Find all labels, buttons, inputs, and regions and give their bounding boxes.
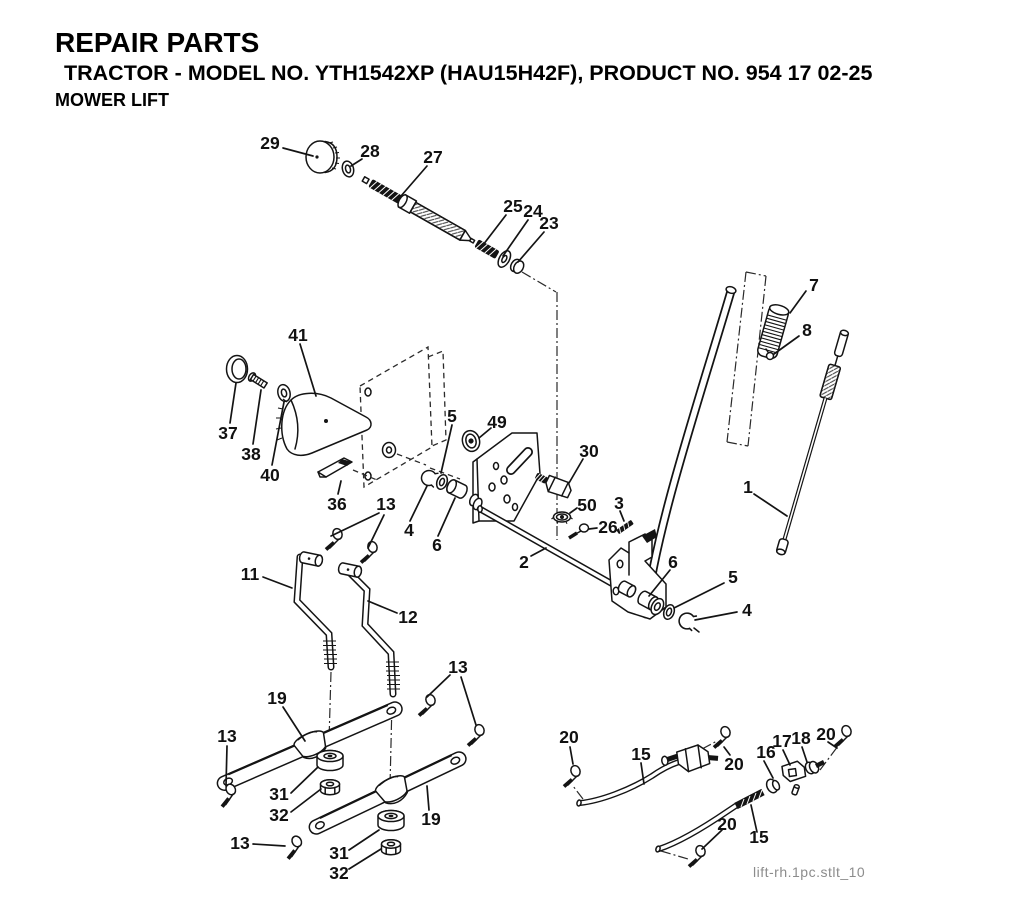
drawing-code: lift-rh.1pc.stlt_10 (753, 864, 866, 880)
part-callout-31: 31 (269, 784, 289, 804)
bolt-38 (247, 372, 268, 390)
part-callout-27: 27 (423, 147, 443, 167)
clip-26 (569, 524, 589, 538)
bolt-30 (532, 468, 574, 500)
part-callout-5: 5 (447, 406, 457, 426)
part-callout-2: 2 (519, 552, 529, 572)
part-callout-4: 4 (742, 600, 752, 620)
part-callout-24: 24 (523, 201, 543, 221)
part-callout-32: 32 (269, 805, 289, 825)
part-callout-18: 18 (791, 728, 811, 748)
leader-line-23 (518, 232, 544, 262)
leader-line-4 (410, 486, 427, 521)
washer-28 (341, 160, 356, 178)
clip-13 (284, 834, 305, 859)
spacer-6-left (445, 478, 469, 499)
part-callout-36: 36 (327, 494, 347, 514)
leader-line-1 (754, 494, 787, 516)
section-title: MOWER LIFT (55, 90, 169, 111)
leader-line-19 (283, 707, 305, 741)
leader-line-38 (253, 390, 261, 444)
trunnion-bolt (792, 784, 800, 795)
part-callout-25: 25 (503, 196, 523, 216)
part-callout-12: 12 (398, 607, 418, 627)
part-callout-31: 31 (329, 843, 349, 863)
leader-line-19 (427, 786, 429, 810)
part-callout-49: 49 (487, 412, 507, 432)
part-callout-40: 40 (260, 465, 280, 485)
leader-line-50 (570, 508, 577, 513)
part-callout-41: 41 (288, 325, 308, 345)
part-callout-6: 6 (668, 552, 678, 572)
part-callout-20: 20 (816, 724, 836, 744)
part-callout-13: 13 (376, 494, 396, 514)
leader-line-16 (764, 761, 773, 778)
page-header (55, 28, 872, 111)
lift-lever (646, 285, 737, 614)
trunnion-upper (660, 743, 719, 776)
part-callout-13: 13 (448, 657, 468, 677)
part-callout-13: 13 (230, 833, 250, 853)
leader-line-36 (338, 481, 341, 494)
leader-line-5 (674, 583, 724, 608)
grip-7 (756, 303, 790, 360)
clip-13 (468, 723, 486, 745)
retainer-4-right (677, 611, 699, 632)
flange-nut-50 (552, 512, 573, 524)
flange-nut-16 (765, 777, 782, 795)
clip-20 (835, 724, 853, 746)
leader-line-13 (427, 675, 450, 697)
callout-layer (217, 133, 837, 883)
part-callout-38: 38 (241, 444, 261, 464)
part-callout-20: 20 (724, 754, 744, 774)
rear-link-15-upper (576, 762, 679, 806)
part-callout-8: 8 (802, 320, 812, 340)
part-callout-5: 5 (728, 567, 738, 587)
leader-line-12 (368, 601, 397, 613)
part-callout-19: 19 (421, 809, 441, 829)
nut-32 (321, 780, 340, 795)
leader-line-13 (331, 513, 379, 536)
part-callout-4: 4 (404, 520, 414, 540)
part-callout-37: 37 (218, 423, 238, 443)
page-title: REPAIR PARTS (55, 27, 260, 58)
leader-line-31 (291, 767, 318, 793)
part-callout-23: 23 (539, 213, 559, 233)
leader-line-17 (783, 750, 790, 765)
lift-rod-1 (774, 329, 851, 556)
leader-line-13 (226, 746, 227, 786)
part-callout-28: 28 (360, 141, 380, 161)
leader-line-41 (300, 344, 316, 396)
part-callout-1: 1 (743, 477, 753, 497)
part-callout-3: 3 (614, 493, 624, 513)
retainer-4-left (420, 469, 438, 488)
leader-line-4 (695, 612, 737, 620)
clip-20 (714, 725, 732, 747)
part-callout-7: 7 (809, 275, 819, 295)
lift-arm-19-upper (213, 695, 406, 798)
leader-line-20 (570, 747, 573, 764)
part-callout-50: 50 (577, 495, 597, 515)
leader-line-24 (503, 220, 528, 256)
lift-link-12 (338, 562, 400, 694)
part-callout-16: 16 (756, 742, 776, 762)
leader-line-11 (263, 577, 292, 588)
bracket-36 (318, 458, 352, 477)
leader-line-32 (349, 849, 381, 869)
rod-27 (359, 171, 527, 277)
leader-line-27 (401, 166, 427, 196)
part-callout-29: 29 (260, 133, 280, 153)
leader-line-26 (589, 528, 597, 529)
trunnion-17 (782, 760, 806, 782)
knob-29 (306, 141, 340, 173)
leader-line-37 (230, 383, 236, 423)
part-callout-6: 6 (432, 535, 442, 555)
lift-link-11 (297, 551, 337, 667)
clip-20 (564, 764, 582, 786)
part-callout-15: 15 (749, 827, 769, 847)
washer-49 (460, 429, 482, 454)
cap-37 (227, 356, 248, 383)
part-callout-30: 30 (579, 441, 599, 461)
leader-line-18 (802, 747, 807, 762)
leader-line-13 (461, 677, 476, 725)
nut-32 (382, 840, 401, 855)
part-callout-19: 19 (267, 688, 287, 708)
part-callout-32: 32 (329, 863, 349, 883)
part-callout-13: 13 (217, 726, 237, 746)
part-callout-26: 26 (598, 517, 618, 537)
part-callout-20: 20 (559, 727, 579, 747)
leader-line-25 (483, 215, 506, 245)
model-line: TRACTOR - MODEL NO. YTH1542XP (HAU15H42F), PRODUCT NO. 954 17 02-25 (64, 61, 873, 86)
leader-line-32 (291, 789, 321, 812)
cam-41 (276, 393, 371, 455)
pulley-31 (378, 811, 404, 831)
leader-line-2 (531, 548, 546, 556)
part-callout-20: 20 (717, 814, 737, 834)
part-callout-11: 11 (240, 564, 260, 584)
leader-line-5 (441, 425, 452, 473)
leader-line-7 (790, 291, 806, 313)
leader-line-13 (253, 844, 285, 846)
part-callout-17: 17 (772, 731, 792, 751)
leader-line-31 (349, 830, 379, 850)
leader-line-30 (569, 459, 583, 483)
pin-3 (616, 520, 634, 534)
part-callout-15: 15 (631, 744, 651, 764)
phantom-panel (353, 347, 460, 487)
leader-line-6 (438, 498, 455, 536)
pulley-31 (317, 751, 343, 771)
